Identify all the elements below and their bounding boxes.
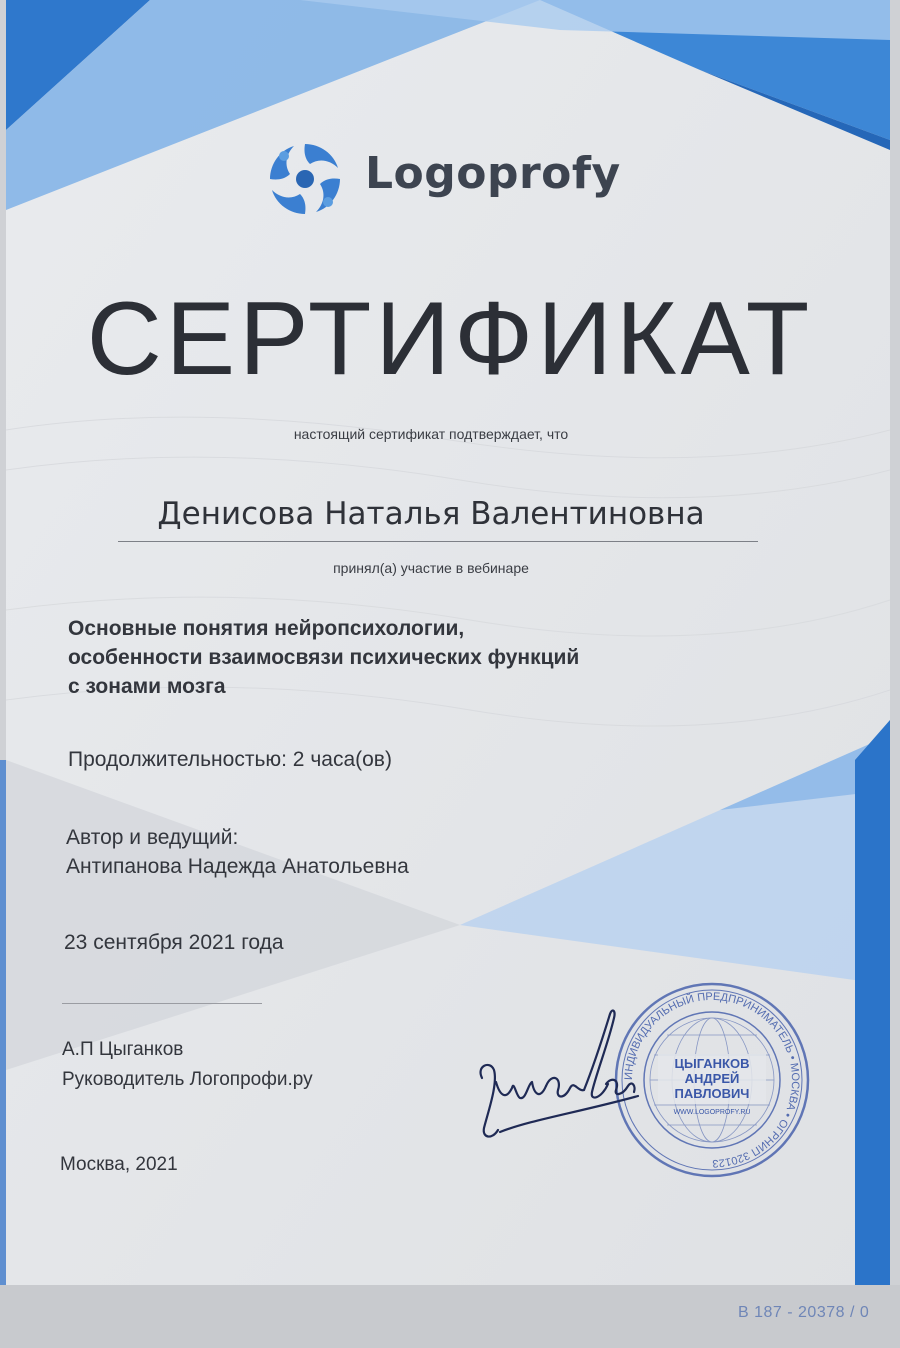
- signer-role: Руководитель Логопрофи.ру: [62, 1069, 313, 1090]
- stamp-center-line: ЦЫГАНКОВ: [674, 1056, 750, 1071]
- webinar-title-line: с зонами мозга: [68, 675, 226, 698]
- author-label: Автор и ведущий:: [66, 826, 239, 849]
- stamp-center-line: АНДРЕЙ: [684, 1071, 740, 1086]
- signature-graphic: [470, 1000, 660, 1150]
- logo-text: Logoprofy: [365, 148, 621, 199]
- serial-number: В 187 - 20378 / 0: [738, 1304, 870, 1321]
- signer-name: А.П Цыганков: [62, 1039, 184, 1060]
- recipient-underline: [118, 541, 758, 542]
- issue-date: 23 сентября 2021 года: [64, 931, 284, 954]
- webinar-title-line: Основные понятия нейропсихологии,: [68, 617, 465, 640]
- logo-swirl-icon: [264, 138, 346, 220]
- stamp-website: WWW.LOGOPROFY.RU: [673, 1109, 751, 1116]
- confirm-text: настоящий сертификат подтверждает, что: [293, 426, 569, 442]
- webinar-title-line: особенности взаимосвязи психических функций: [68, 646, 580, 669]
- author-name: Антипанова Надежда Анатольевна: [66, 855, 409, 878]
- participated-text: принял(а) участие в вебинаре: [333, 560, 529, 576]
- stamp-center-line: ПАВЛОВИЧ: [674, 1086, 750, 1101]
- recipient-name: Денисова Наталья Валентиновна: [157, 496, 705, 532]
- signature-separator: [62, 1003, 262, 1004]
- certificate-title: СЕРТИФИКАТ: [86, 281, 814, 397]
- city-year: Москва, 2021: [60, 1154, 178, 1175]
- webinar-title: [68, 614, 579, 701]
- stamp-ring-text: ИНДИВИДУАЛЬНЫЙ ПРЕДПРИНИМАТЕЛЬ • МОСКВА • ОГРНИП 320123: [622, 990, 802, 1170]
- duration-text: Продолжительностью: 2 часа(ов): [68, 748, 392, 771]
